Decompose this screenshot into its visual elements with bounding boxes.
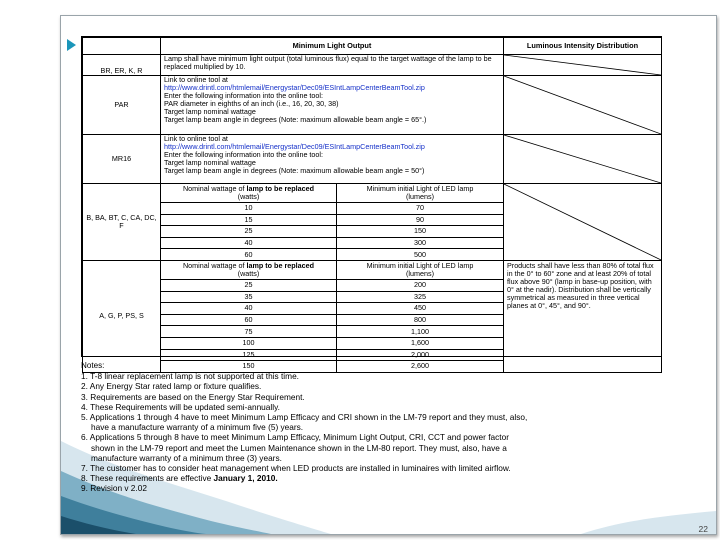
par-line: PAR diameter in eighths of an inch (i.e., 16, 20, 30, 38) [164, 99, 339, 108]
note-item: 6. Applications 5 through 8 have to meet Minimum Lamp Efficacy, Minimum Light Output, CRI, CCT and power factor shown in the LM-79 report and meet the Lumen Maintenance shown in the LM-80 report. They must, also, have a manufacture warranty of a minimum three (3) years. [81, 432, 509, 463]
par-line: Target lamp nominal wattage [164, 107, 256, 116]
note-item: 8. These requirements are effective January 1, 2010. [81, 473, 278, 484]
bullet-arrow-icon [67, 39, 76, 51]
table-row: 40 300 [161, 237, 503, 249]
a-g-p-distribution-text: Products shall have less than 80% of total flux in the 0° to 60° zone and at least 20% of total flux above 90° (lamp in base-up position, with 0° at the nadir). Distribution shall be vertically symmetrical as measured in three vertical planes at 0°, 45°, and 90°. [504, 260, 662, 372]
table-row: 150 2,600 [161, 361, 503, 372]
mr16-text [161, 135, 504, 184]
br-er-text: Lamp shall have minimum light output (total luminous flux) equal to the target wattage of the lamp to be replaced multiplied by 10. [161, 55, 504, 76]
table-row: 60 800 [161, 314, 503, 326]
note-item: 1. T-8 linear replacement lamp is not supported at this time. [81, 371, 299, 382]
header-blank [83, 38, 161, 55]
notes-title: Notes: [81, 361, 105, 370]
table-row: 125 2,000 [161, 349, 503, 361]
par-text [161, 76, 504, 135]
table-row: 15 90 [161, 214, 503, 226]
par-distribution-na [504, 76, 662, 135]
row-label-br-er: BR, ER, K, R [83, 55, 161, 76]
note-item: 7. The customer has to consider heat management when LED products are installed in luminaires with limited airflow. [81, 463, 511, 474]
col-header-nominal-wattage: Nominal wattage of lamp to be replaced (watts) [161, 184, 337, 203]
b-ba-wattage-table [161, 184, 504, 261]
col-header-min-light: Minimum initial Light of LED lamp (lumens) [337, 261, 504, 280]
col-header-nominal-wattage: Nominal wattage of lamp to be replaced (watts) [161, 261, 337, 280]
note-item: 2. Any Energy Star rated lamp or fixture qualifies. [81, 381, 262, 392]
notes-section [81, 361, 641, 494]
row-label-a-g-p: A, G, P, PS, S [83, 260, 161, 372]
mr16-tool-link[interactable]: http://www.drintl.com/htmlemail/Energystar/Dec09/ESIntLampCenterBeamTool.zip [164, 142, 425, 151]
par-line: Link to online tool at [164, 75, 228, 84]
par-line: Enter the following information into the online tool: [164, 91, 324, 100]
br-er-distribution-na [504, 55, 662, 76]
note-item: 3. Requirements are based on the Energy Star Requirement. [81, 391, 305, 402]
table-row: 100 1,600 [161, 337, 503, 349]
par-line: Target lamp beam angle in degrees (Note: maximum allowable beam angle = 65°.) [164, 115, 427, 124]
a-g-p-wattage-table [161, 260, 504, 372]
table-row: 35 325 [161, 291, 503, 303]
table-row: 60 500 [161, 249, 503, 260]
table-row: 25 200 [161, 279, 503, 291]
page-number: 22 [698, 524, 708, 534]
mr16-line: Enter the following information into the online tool: [164, 150, 324, 159]
note-item: 9. Revision v 2.02 [81, 483, 147, 494]
b-ba-distribution-na [504, 184, 662, 261]
note-item: 5. Applications 1 through 4 have to meet Minimum Lamp Efficacy and CRI shown in the LM-79 report and they must, also, have a manufacture warranty of a minimum five (5) years. [81, 412, 528, 433]
row-label-par: PAR [83, 76, 161, 135]
mr16-distribution-na [504, 135, 662, 184]
mr16-line: Link to online tool at [164, 134, 228, 143]
table-row: 25 150 [161, 226, 503, 238]
table-row: 75 1,100 [161, 326, 503, 338]
header-luminous-intensity: Luminous Intensity Distribution [504, 38, 662, 55]
row-label-mr16: MR16 [83, 135, 161, 184]
table-row: 10 70 [161, 203, 503, 215]
note-item: 4. These Requirements will be updated semi-annually. [81, 401, 280, 412]
row-label-b-ba: B, BA, BT, C, CA, DC, F [83, 184, 161, 261]
mr16-line: Target lamp beam angle in degrees (Note: maximum allowable beam angle = 50°) [164, 166, 425, 175]
header-minimum-light-output: Minimum Light Output [161, 38, 504, 55]
table-row: 40 450 [161, 303, 503, 315]
mr16-line: Target lamp nominal wattage [164, 158, 256, 167]
col-header-min-light: Minimum initial Light of LED lamp (lumens) [337, 184, 504, 203]
par-tool-link[interactable]: http://www.drintl.com/htmlemail/Energystar/Dec09/ESIntLampCenterBeamTool.zip [164, 83, 425, 92]
